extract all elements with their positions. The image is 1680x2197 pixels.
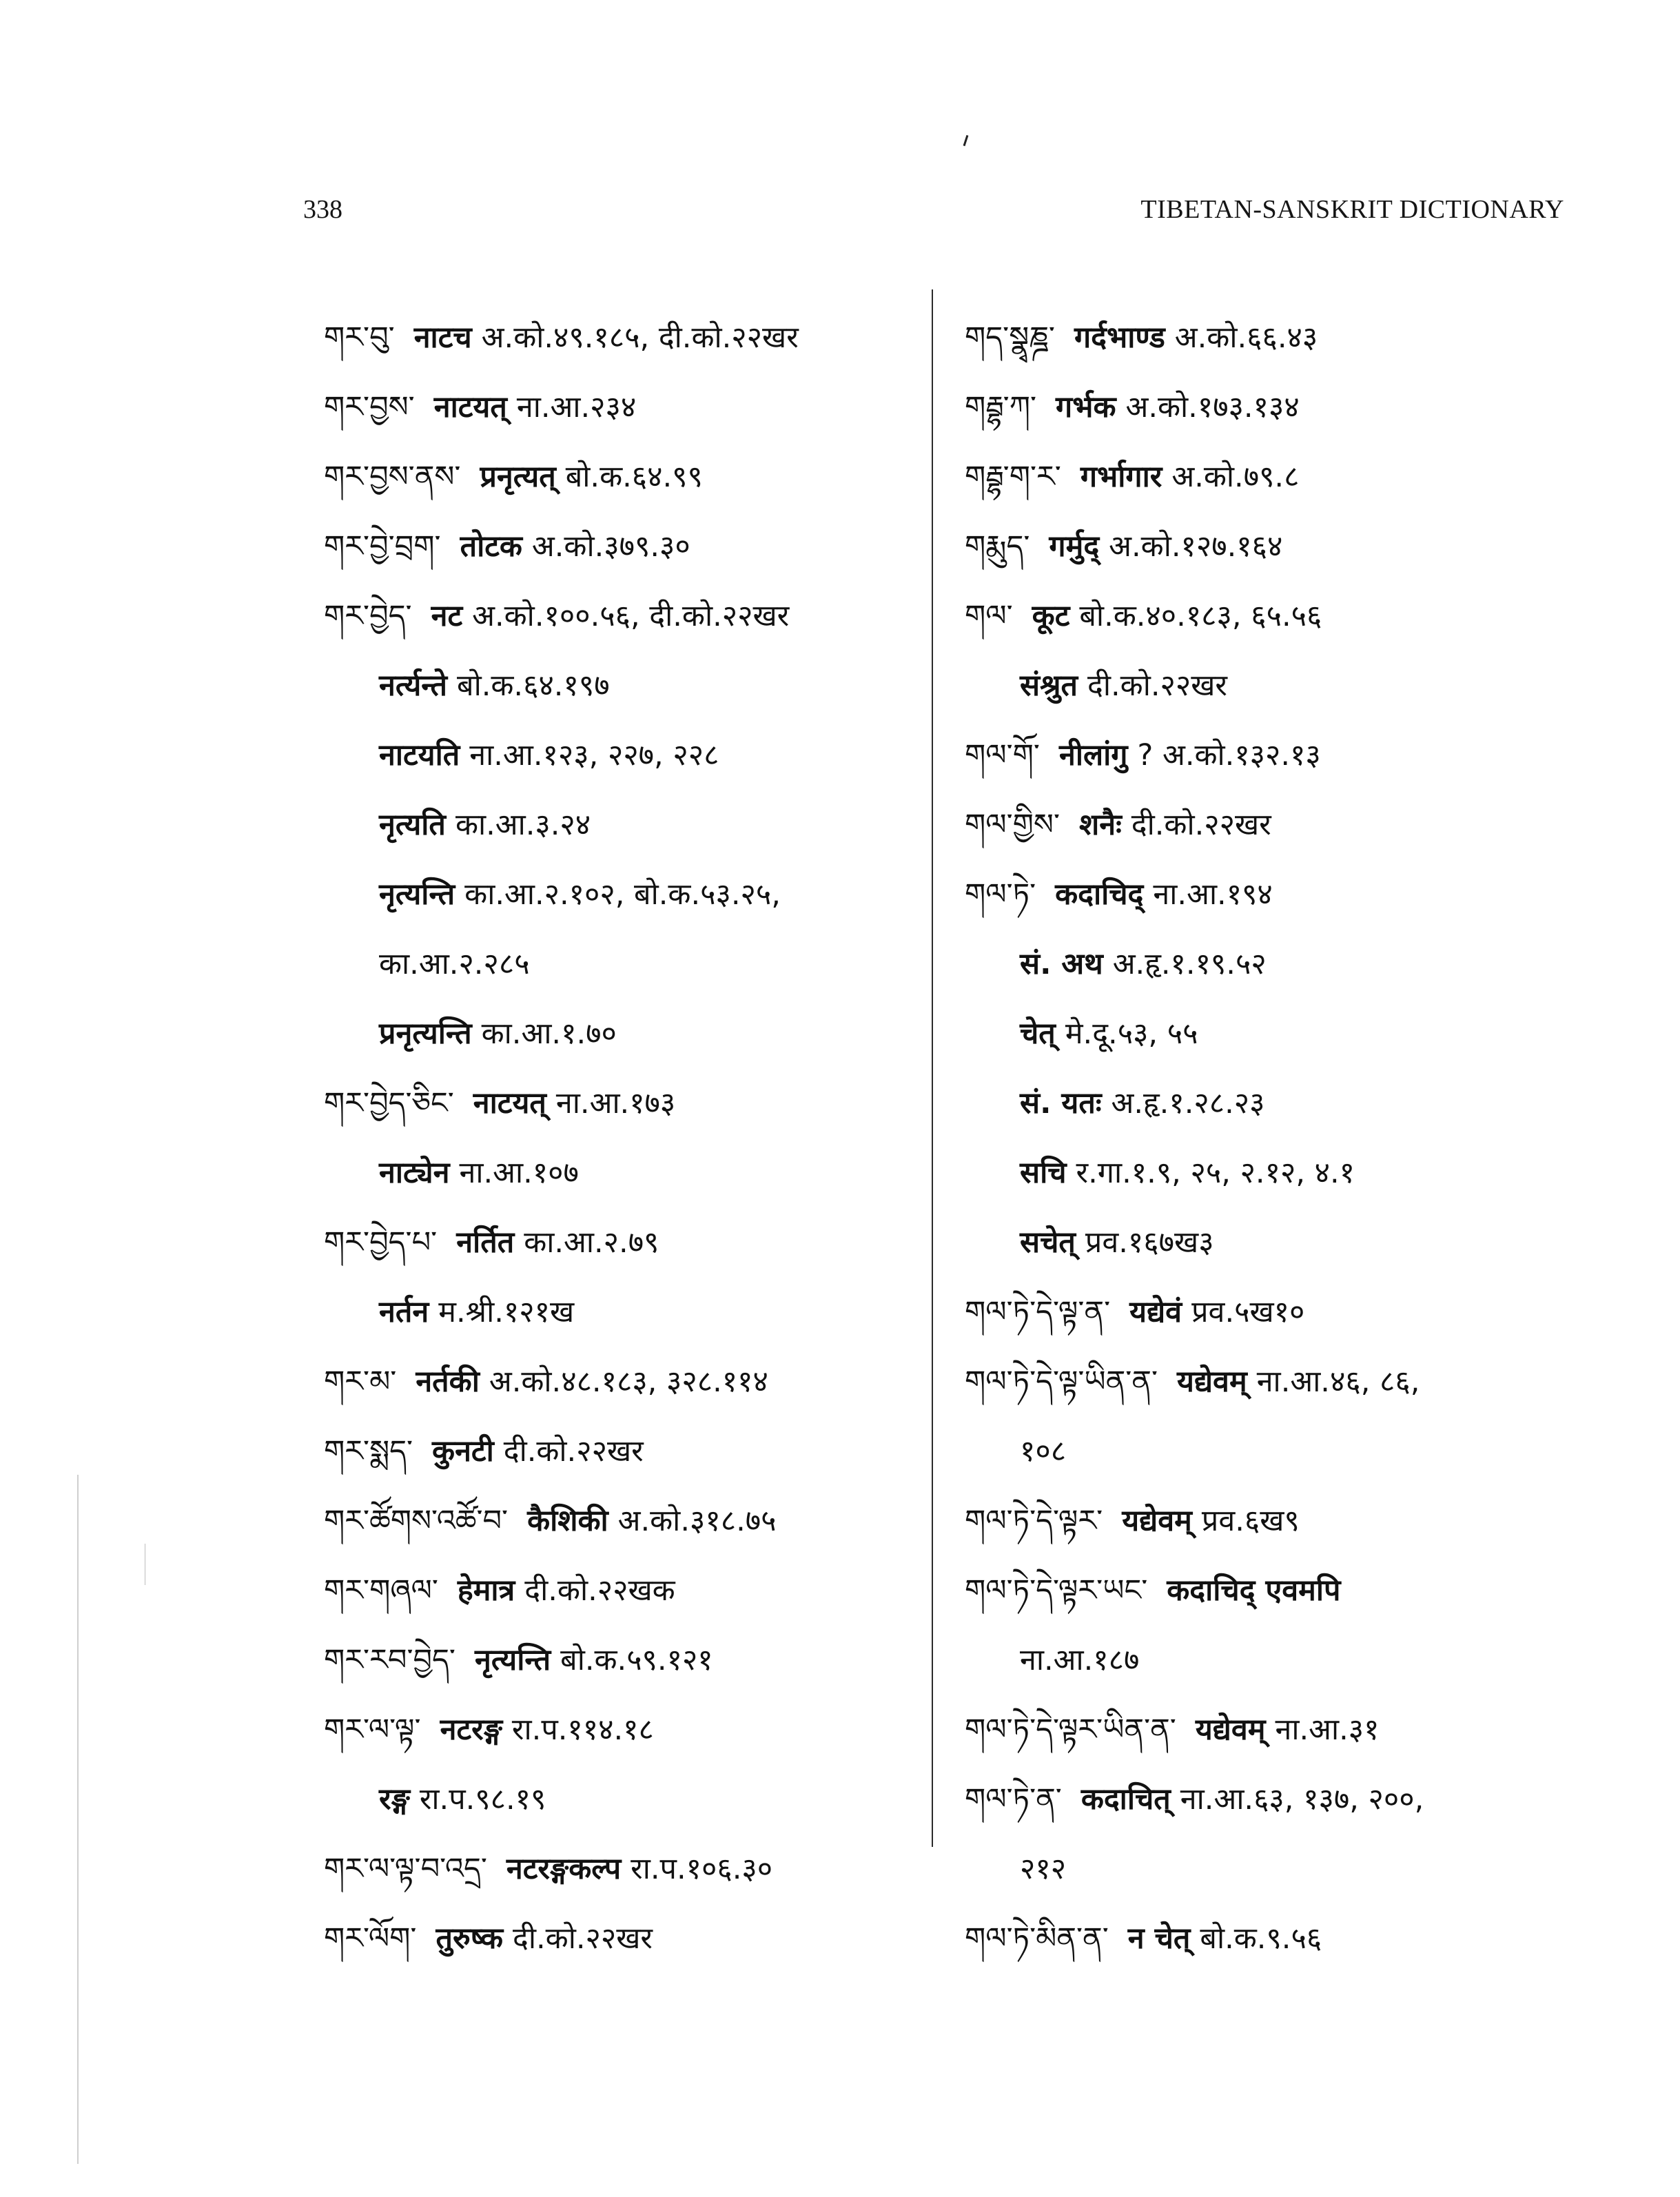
sanskrit-equivalent: कदाचिद् (1055, 877, 1144, 912)
source-reference: का.आ.३.२४ (455, 808, 591, 842)
tibetan-headword: གར་སྨད་ (324, 1434, 413, 1469)
sanskrit-equivalent: गर्भक (1056, 390, 1116, 425)
sanskrit-equivalent: प्रनृत्यन्ति (379, 1016, 472, 1051)
source-reference: अ.हृ.१.१९.५२ (1112, 947, 1267, 981)
tibetan-headword: གརྦྷ་ག་ར་ (965, 460, 1061, 494)
sub-entry-line (324, 651, 937, 721)
source-reference: अ.को.१७३.१३४ (1125, 390, 1300, 425)
page-number: 338 (303, 195, 342, 224)
source-reference: ना.आ.१२३, २२७, २२८ (469, 738, 719, 773)
sanskrit-equivalent: कदाचित् (1080, 1782, 1171, 1817)
page-title: TIBETAN-SANSKRIT DICTIONARY (1140, 195, 1564, 224)
sanskrit-equivalent: कैशिकी (527, 1504, 608, 1538)
source-reference: का.आ.२.७९ (524, 1225, 659, 1260)
source-reference: अ.को.७९.८ (1171, 460, 1300, 494)
left-column (324, 303, 937, 1974)
source-reference: अ.को.६६.४३ (1174, 320, 1318, 355)
tibetan-headword: གར་རབ་བྱེད་ (324, 1643, 455, 1677)
source-reference: का.आ.२.२८५ (379, 947, 530, 981)
dictionary-entry (965, 373, 1571, 442)
sub-entry-line (324, 790, 937, 860)
source-reference: अ.को.४९.१८५, दी.को.२२खर (481, 320, 799, 355)
tibetan-headword: གརྨུད་ (965, 529, 1030, 564)
sanskrit-equivalent: नृत्यति (379, 808, 446, 842)
tibetan-headword: གལ་ཏེ་མིན་ན་ (965, 1921, 1109, 1956)
dictionary-entry (965, 860, 1571, 930)
sanskrit-equivalent: न चेत् (1127, 1921, 1191, 1956)
dictionary-entry (324, 1069, 937, 1138)
dictionary-entry (324, 1626, 937, 1695)
sanskrit-equivalent: नर्तित (456, 1225, 515, 1260)
source-reference: म.श्री.१२१ख (438, 1295, 575, 1329)
sanskrit-equivalent: शनैः (1079, 808, 1122, 842)
dictionary-entry (965, 1556, 1571, 1626)
sanskrit-equivalent: नीलांगु (1058, 738, 1128, 773)
source-reference: ना.आ.१९४ (1153, 877, 1273, 912)
tibetan-headword: གར་བྱས་ (324, 390, 415, 425)
source-reference: ना.आ.१७३ (555, 1086, 676, 1121)
tibetan-headword: གརྦྷ་ཀ་ (965, 390, 1037, 425)
source-reference: ना.आ.४६, ८६, (1256, 1365, 1420, 1399)
scan-artifact-line (77, 1475, 79, 2164)
tibetan-headword: གལ་ཏེ་དེ་ལྟར་ཡང་ (965, 1573, 1148, 1608)
tibetan-headword: གལ་ཏེ་དེ་ལྟ་ན་ (965, 1295, 1111, 1329)
dictionary-entry (324, 1486, 937, 1556)
sanskrit-equivalent: सं. यतः (1020, 1086, 1102, 1121)
sanskrit-equivalent: नाट्येन (379, 1156, 450, 1190)
dictionary-entry (324, 442, 937, 512)
tibetan-headword: གལ་ཏེ་དེ་ལྟ་ཡིན་ན་ (965, 1365, 1158, 1399)
sanskrit-equivalent: नृत्यन्ति (379, 877, 455, 912)
sanskrit-equivalent: नाटयत् (473, 1086, 546, 1121)
sanskrit-equivalent: यद्येवम् (1195, 1713, 1266, 1747)
dictionary-entry (965, 790, 1571, 860)
source-reference: अ.को.३१८.७५ (617, 1504, 777, 1538)
source-reference: दी.को.२२खर (503, 1434, 644, 1469)
source-reference: ना.आ.३१ (1275, 1713, 1380, 1747)
sub-entry-line (324, 860, 937, 930)
sanskrit-equivalent: नृत्यन्ति (474, 1643, 551, 1677)
tibetan-headword: གལ་ (965, 599, 1013, 633)
tibetan-headword: གལ་གོ་ (965, 738, 1040, 773)
dictionary-entry (324, 1347, 937, 1417)
source-reference: प्रव.६ख९ (1201, 1504, 1300, 1538)
source-reference: ना.आ.२३४ (516, 390, 637, 425)
tibetan-headword: གལ་ཏེ་ན་ (965, 1782, 1062, 1817)
tibetan-headword: གར་བྱས་ནས་ (324, 460, 461, 494)
tibetan-headword: གར་གཞལ་ (324, 1573, 438, 1608)
source-reference: अ.को.१२७.१६४ (1109, 529, 1283, 564)
tibetan-headword: གར་མ་ (324, 1365, 397, 1399)
sanskrit-equivalent: कदाचिद् एवमपि (1167, 1573, 1341, 1608)
source-reference: १०८ (1020, 1434, 1067, 1469)
source-reference: ? अ.को.१३२.१३ (1137, 738, 1321, 773)
sanskrit-equivalent: गर्भागार (1080, 460, 1162, 494)
sub-entry-line (965, 1626, 1571, 1695)
running-header (303, 194, 1564, 229)
sanskrit-equivalent: नर्तकी (416, 1365, 480, 1399)
sanskrit-equivalent: नटरङ्गकल्प (506, 1852, 622, 1886)
dictionary-entry (965, 1765, 1571, 1835)
sanskrit-equivalent: सं. अथ (1020, 947, 1103, 981)
tibetan-headword: གར་ལོག་ (324, 1921, 417, 1956)
tibetan-headword: གར་བྱེད་ (324, 599, 412, 633)
sanskrit-equivalent: यद्येवम् (1177, 1365, 1247, 1399)
dictionary-entry (965, 1347, 1571, 1417)
sanskrit-equivalent: नर्तन (379, 1295, 429, 1329)
sub-entry-line (324, 1138, 937, 1208)
tibetan-headword: གལ་ཏེ་དེ་ལྟར་ཡིན་ན་ (965, 1713, 1176, 1747)
right-column (965, 303, 1571, 1974)
sub-entry-line (965, 1208, 1571, 1278)
sub-entry-line (965, 1417, 1571, 1486)
sanskrit-equivalent: सचेत् (1020, 1225, 1076, 1260)
sanskrit-equivalent: गर्दभाण्ड (1074, 320, 1165, 355)
dictionary-entry (965, 303, 1571, 373)
sub-entry-line (965, 1138, 1571, 1208)
dictionary-entry (324, 373, 937, 442)
dictionary-entry (965, 721, 1571, 790)
sub-entry-line (965, 999, 1571, 1069)
dictionary-entry (965, 582, 1571, 651)
sanskrit-equivalent: तोटक (460, 529, 522, 564)
source-reference: र.गा.१.९, २५, २.१२, ४.१ (1076, 1156, 1355, 1190)
tibetan-headword: གད་སྣྭཎྜ་ (965, 320, 1055, 355)
dictionary-entry (324, 1556, 937, 1626)
source-reference: बो.क.५९.१२१ (560, 1643, 713, 1677)
sanskrit-equivalent: नाटच (413, 320, 472, 355)
stray-mark (963, 135, 969, 146)
sanskrit-equivalent: तुरुष्क (436, 1921, 504, 1956)
sub-entry-line (324, 1278, 937, 1347)
source-reference: दी.को.२२खक (524, 1573, 675, 1608)
source-reference: प्रव.५ख१० (1191, 1295, 1305, 1329)
sanskrit-equivalent: नट (431, 599, 463, 633)
tibetan-headword: གར་བྱེད་པ་ (324, 1225, 438, 1260)
dictionary-entry (324, 1417, 937, 1486)
column-divider (932, 289, 933, 1847)
sanskrit-equivalent: नर्त्यन्ते (379, 668, 448, 703)
tibetan-headword: གར་བུ་ (324, 320, 395, 355)
sub-entry-line (965, 1835, 1571, 1904)
source-reference: रा.प.११४.१८ (511, 1713, 654, 1747)
dictionary-entry (324, 1208, 937, 1278)
source-reference: रा.प.१०६.३० (631, 1852, 773, 1886)
sanskrit-equivalent: यद्येवम् (1122, 1504, 1192, 1538)
sanskrit-equivalent: हेमात्र (457, 1573, 515, 1608)
dictionary-entry (965, 442, 1571, 512)
source-reference: बो.क.६४.१९७ (457, 668, 610, 703)
tibetan-headword: གར་ཚོགས་འཚོ་བ་ (324, 1504, 509, 1538)
source-reference: का.आ.२.१०२, बो.क.५३.२५, (464, 877, 781, 912)
sanskrit-equivalent: प्रनृत्यत् (480, 460, 556, 494)
source-reference: अ.हृ.१.२८.२३ (1111, 1086, 1265, 1121)
source-reference: बो.क.४०.१८३, ६५.५६ (1079, 599, 1322, 633)
source-reference: दी.को.२२खर (1087, 668, 1227, 703)
source-reference: बो.क.९.५६ (1200, 1921, 1322, 1956)
sanskrit-equivalent: सचि (1020, 1156, 1067, 1190)
dictionary-entry (965, 1278, 1571, 1347)
source-reference: अ.को.४८.१८३, ३२८.११४ (489, 1365, 768, 1399)
dictionary-entry (965, 1695, 1571, 1765)
sub-entry-line (965, 1069, 1571, 1138)
sanskrit-equivalent: कुनटी (432, 1434, 494, 1469)
sub-entry-line (324, 721, 937, 790)
source-reference: ना.आ.१८७ (1020, 1643, 1140, 1677)
dictionary-entry (324, 582, 937, 651)
tibetan-headword: གར་བྱེད་ཅིང་ (324, 1086, 454, 1121)
source-reference: मे.दू.५३, ५५ (1065, 1016, 1198, 1051)
sanskrit-equivalent: चेत् (1020, 1016, 1056, 1051)
source-reference: प्रव.१६७ख३ (1085, 1225, 1214, 1260)
sanskrit-equivalent: कूट (1032, 599, 1070, 633)
sanskrit-equivalent: नटरङ्ग (440, 1713, 502, 1747)
tibetan-headword: གལ་ཏེ་དེ་ལྟར་ (965, 1504, 1103, 1538)
source-reference: रा.प.९८.१९ (419, 1782, 546, 1817)
tibetan-headword: གལ་ཏེ་ (965, 877, 1036, 912)
source-reference: ना.आ.१०७ (459, 1156, 579, 1190)
dictionary-entry (324, 1695, 937, 1765)
dictionary-entry (324, 512, 937, 582)
source-reference: अ.को.१००.५६, दी.को.२२खर (472, 599, 790, 633)
tibetan-headword: གར་བྱེ་བྲག་ (324, 529, 441, 564)
source-reference: का.आ.१.७० (481, 1016, 617, 1051)
sanskrit-equivalent: रङ्ग (379, 1782, 410, 1817)
sub-entry-line (324, 999, 937, 1069)
source-reference: २१२ (1020, 1852, 1067, 1886)
sanskrit-equivalent: यद्येवं (1129, 1295, 1182, 1329)
dictionary-entry (324, 1835, 937, 1904)
tibetan-headword: གལ་གྱིས་ (965, 808, 1060, 842)
sub-entry-line (324, 930, 937, 999)
source-reference: दी.को.२२खर (513, 1921, 653, 1956)
sanskrit-equivalent: नाटयति (379, 738, 460, 773)
sanskrit-equivalent: संश्रुत (1020, 668, 1078, 703)
dictionary-entry (965, 1904, 1571, 1974)
tibetan-headword: གར་ལ་ལྟ་ (324, 1713, 421, 1747)
sub-entry-line (324, 1765, 937, 1835)
sub-entry-line (965, 930, 1571, 999)
sub-entry-line (965, 651, 1571, 721)
dictionary-entry (965, 512, 1571, 582)
source-reference: दी.को.२२खर (1131, 808, 1271, 842)
dictionary-entry (324, 303, 937, 373)
source-reference: ना.आ.६३, १३७, २००, (1180, 1782, 1424, 1817)
dictionary-entry (324, 1904, 937, 1974)
source-reference: बो.क.६४.९९ (565, 460, 703, 494)
dictionary-entry (965, 1486, 1571, 1556)
source-reference: अ.को.३७९.३० (531, 529, 690, 564)
sanskrit-equivalent: नाटयत् (433, 390, 507, 425)
sanskrit-equivalent: गर्मुद् (1049, 529, 1100, 564)
tibetan-headword: གར་ལ་ལྟ་བ་འདྲ་ (324, 1852, 487, 1886)
